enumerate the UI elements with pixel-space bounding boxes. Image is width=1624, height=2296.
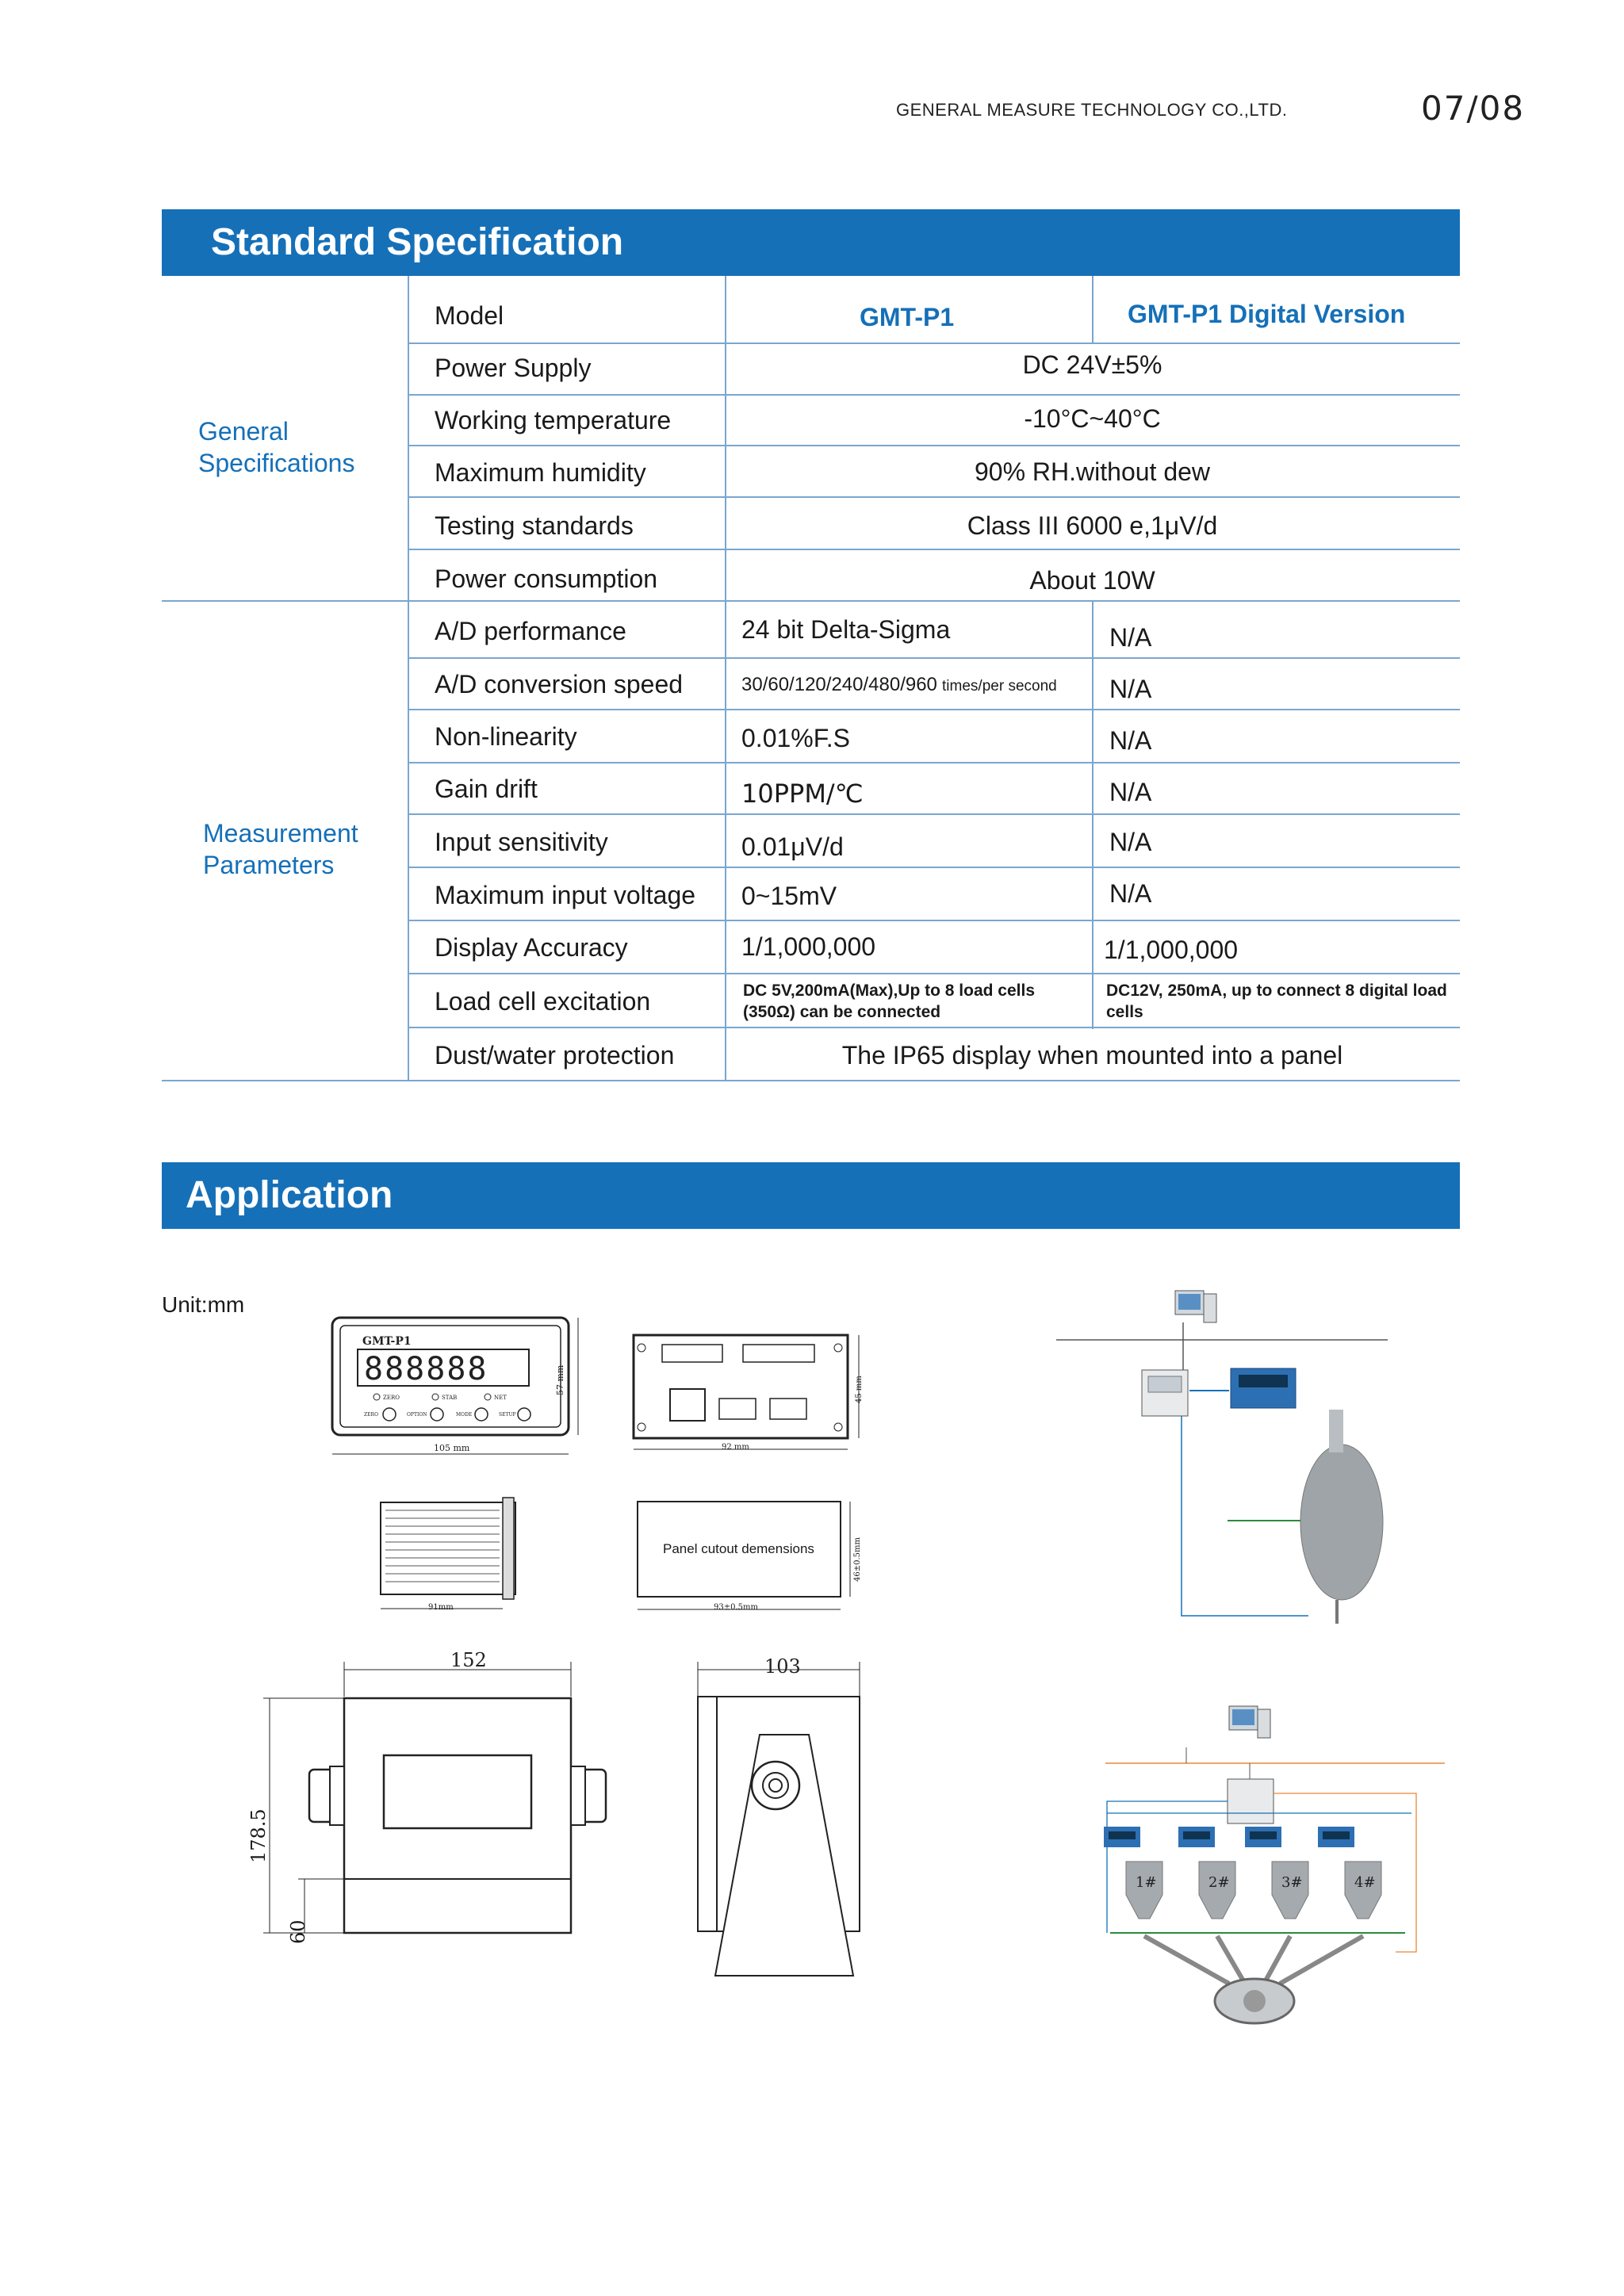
ad-speed-values: 30/60/120/240/480/960 — [741, 674, 937, 695]
table-row-divider — [408, 813, 1460, 815]
key-setup-label: SETUP — [499, 1412, 516, 1418]
row-label: A/D conversion speed — [435, 670, 684, 698]
case-dim-lower: 60 — [287, 1919, 309, 1944]
table-row-divider — [408, 657, 1460, 659]
application-banner — [162, 1162, 1460, 1229]
row-value-digital: 1/1,000,000 — [1104, 936, 1239, 964]
row-label: Gain drift — [435, 775, 538, 803]
cutout-dim-height: 46±0.5mm — [853, 1537, 862, 1582]
key-option-label: OPTION — [407, 1412, 427, 1418]
application-diagram-multi — [1094, 1698, 1459, 2047]
side-dim: 91mm — [428, 1603, 454, 1612]
row-value: Class III 6000 e,1μV/d — [967, 511, 1218, 540]
row-value-p1: DC 5V,200mA(Max),Up to 8 load cells (350Ω) can be connected — [743, 982, 1036, 1021]
row-value: -10°C~40°C — [1024, 404, 1161, 433]
group-label-general: General Specifications — [198, 417, 355, 477]
led-net-label: NET — [494, 1395, 507, 1401]
table-row-divider — [408, 867, 1460, 868]
row-label: Display Accuracy — [435, 933, 628, 962]
front-dim-width: 105 mm — [434, 1443, 470, 1453]
row-value-digital: N/A — [1109, 726, 1152, 755]
row-value: DC 24V±5% — [1022, 350, 1162, 379]
hopper-3-label: 3# — [1281, 1874, 1303, 1891]
row-value-p1: 0.01%F.S — [741, 724, 850, 752]
row-value-p1 — [741, 674, 1057, 696]
front-dim-height: 57 mm — [555, 1364, 565, 1395]
company-name: GENERAL MEASURE TECHNOLOGY CO.,LTD. — [896, 100, 1288, 120]
row-value-digital: N/A — [1109, 828, 1152, 856]
row-label: Dust/water protection — [435, 1041, 675, 1070]
rear-dim-width: 92 mm — [722, 1443, 749, 1452]
table-row-divider — [408, 762, 1460, 763]
row-value-digital: DC12V, 250mA, up to connect 8 digital load cells — [1106, 982, 1447, 1021]
row-label: Testing standards — [435, 511, 634, 540]
panel-cutout-drawing — [634, 1498, 864, 1617]
case-dim-width: 152 — [450, 1649, 487, 1671]
hopper-1-label: 1# — [1136, 1874, 1157, 1891]
table-col-divider — [408, 276, 409, 1081]
key-mode-label: MODE — [456, 1412, 473, 1418]
row-value: The IP65 display when mounted into a panel — [841, 1041, 1343, 1070]
table-col-divider — [1092, 276, 1094, 344]
front-panel-drawing — [329, 1314, 583, 1467]
row-value-p1: 0.01μV/d — [741, 832, 844, 861]
table-col-divider — [1092, 601, 1094, 1029]
row-value-digital: N/A — [1109, 623, 1152, 652]
table-row-divider — [408, 709, 1460, 710]
row-value-p1: 1/1,000,000 — [741, 932, 876, 961]
application-title: Application — [186, 1174, 393, 1216]
rear-panel-drawing — [630, 1332, 868, 1459]
front-model-label: GMT-P1 — [362, 1335, 412, 1348]
case-front-drawing — [246, 1649, 619, 1998]
unit-label: Unit:mm — [162, 1292, 245, 1317]
model-label: Model — [435, 301, 504, 330]
ad-speed-unit: times/per second — [942, 678, 1057, 695]
row-label: Power consumption — [435, 564, 658, 593]
table-bottom-border — [162, 1080, 1460, 1081]
page-number: 07/08 — [1421, 89, 1526, 128]
row-label: Load cell excitation — [435, 987, 651, 1016]
table-row-divider — [408, 342, 1460, 344]
spec-title: Standard Specification — [211, 221, 624, 263]
group-label-measurement: Measurement Parameters — [203, 819, 358, 879]
table-row-divider — [408, 1027, 1460, 1028]
row-value-digital: N/A — [1109, 879, 1152, 908]
hopper-2-label: 2# — [1208, 1874, 1230, 1891]
row-value-digital: N/A — [1109, 778, 1152, 806]
front-display-digits: 888888 — [364, 1351, 488, 1387]
row-label: Power Supply — [435, 354, 592, 382]
table-row-divider — [408, 496, 1460, 498]
row-label: Maximum input voltage — [435, 881, 696, 909]
table-section-divider — [162, 600, 1460, 602]
table-row-divider — [408, 973, 1460, 974]
case-dim-depth: 103 — [764, 1655, 801, 1678]
table-row-divider — [408, 445, 1460, 446]
table-row-divider — [408, 549, 1460, 550]
panel-cutout-label: Panel cutout demensions — [663, 1541, 814, 1556]
spec-table — [0, 0, 1624, 1110]
row-label: A/D performance — [435, 617, 626, 645]
case-dim-height: 178.5 — [247, 1808, 270, 1863]
side-view-drawing — [373, 1494, 531, 1613]
application-diagram-single — [1047, 1283, 1396, 1624]
table-row-divider — [408, 394, 1460, 396]
key-zero-label: ZERO — [364, 1412, 378, 1418]
cutout-dim-width: 93±0.5mm — [714, 1603, 758, 1612]
table-row-divider — [408, 920, 1460, 921]
row-value-digital: N/A — [1109, 675, 1152, 703]
hopper-4-label: 4# — [1354, 1874, 1376, 1891]
row-value-p1: 10PPM/℃ — [741, 779, 864, 809]
table-col-divider — [725, 276, 726, 1081]
row-value-p1: 24 bit Delta-Sigma — [741, 615, 951, 644]
row-value-p1: 0~15mV — [741, 882, 837, 910]
row-label: Input sensitivity — [435, 828, 608, 856]
row-label: Working temperature — [435, 406, 672, 434]
model-gmt-p1-digital: GMT-P1 Digital Version — [1128, 300, 1406, 328]
row-value: About 10W — [1029, 566, 1155, 595]
row-label: Non-linearity — [435, 722, 577, 751]
led-zero-label: ZERO — [383, 1395, 400, 1401]
row-label: Maximum humidity — [435, 458, 646, 487]
model-gmt-p1: GMT-P1 — [860, 303, 955, 331]
led-stab-label: STAB — [442, 1395, 458, 1401]
case-side-drawing — [690, 1649, 880, 1982]
row-value: 90% RH.without dew — [974, 457, 1211, 486]
rear-dim-height: 45 mm — [855, 1376, 864, 1403]
